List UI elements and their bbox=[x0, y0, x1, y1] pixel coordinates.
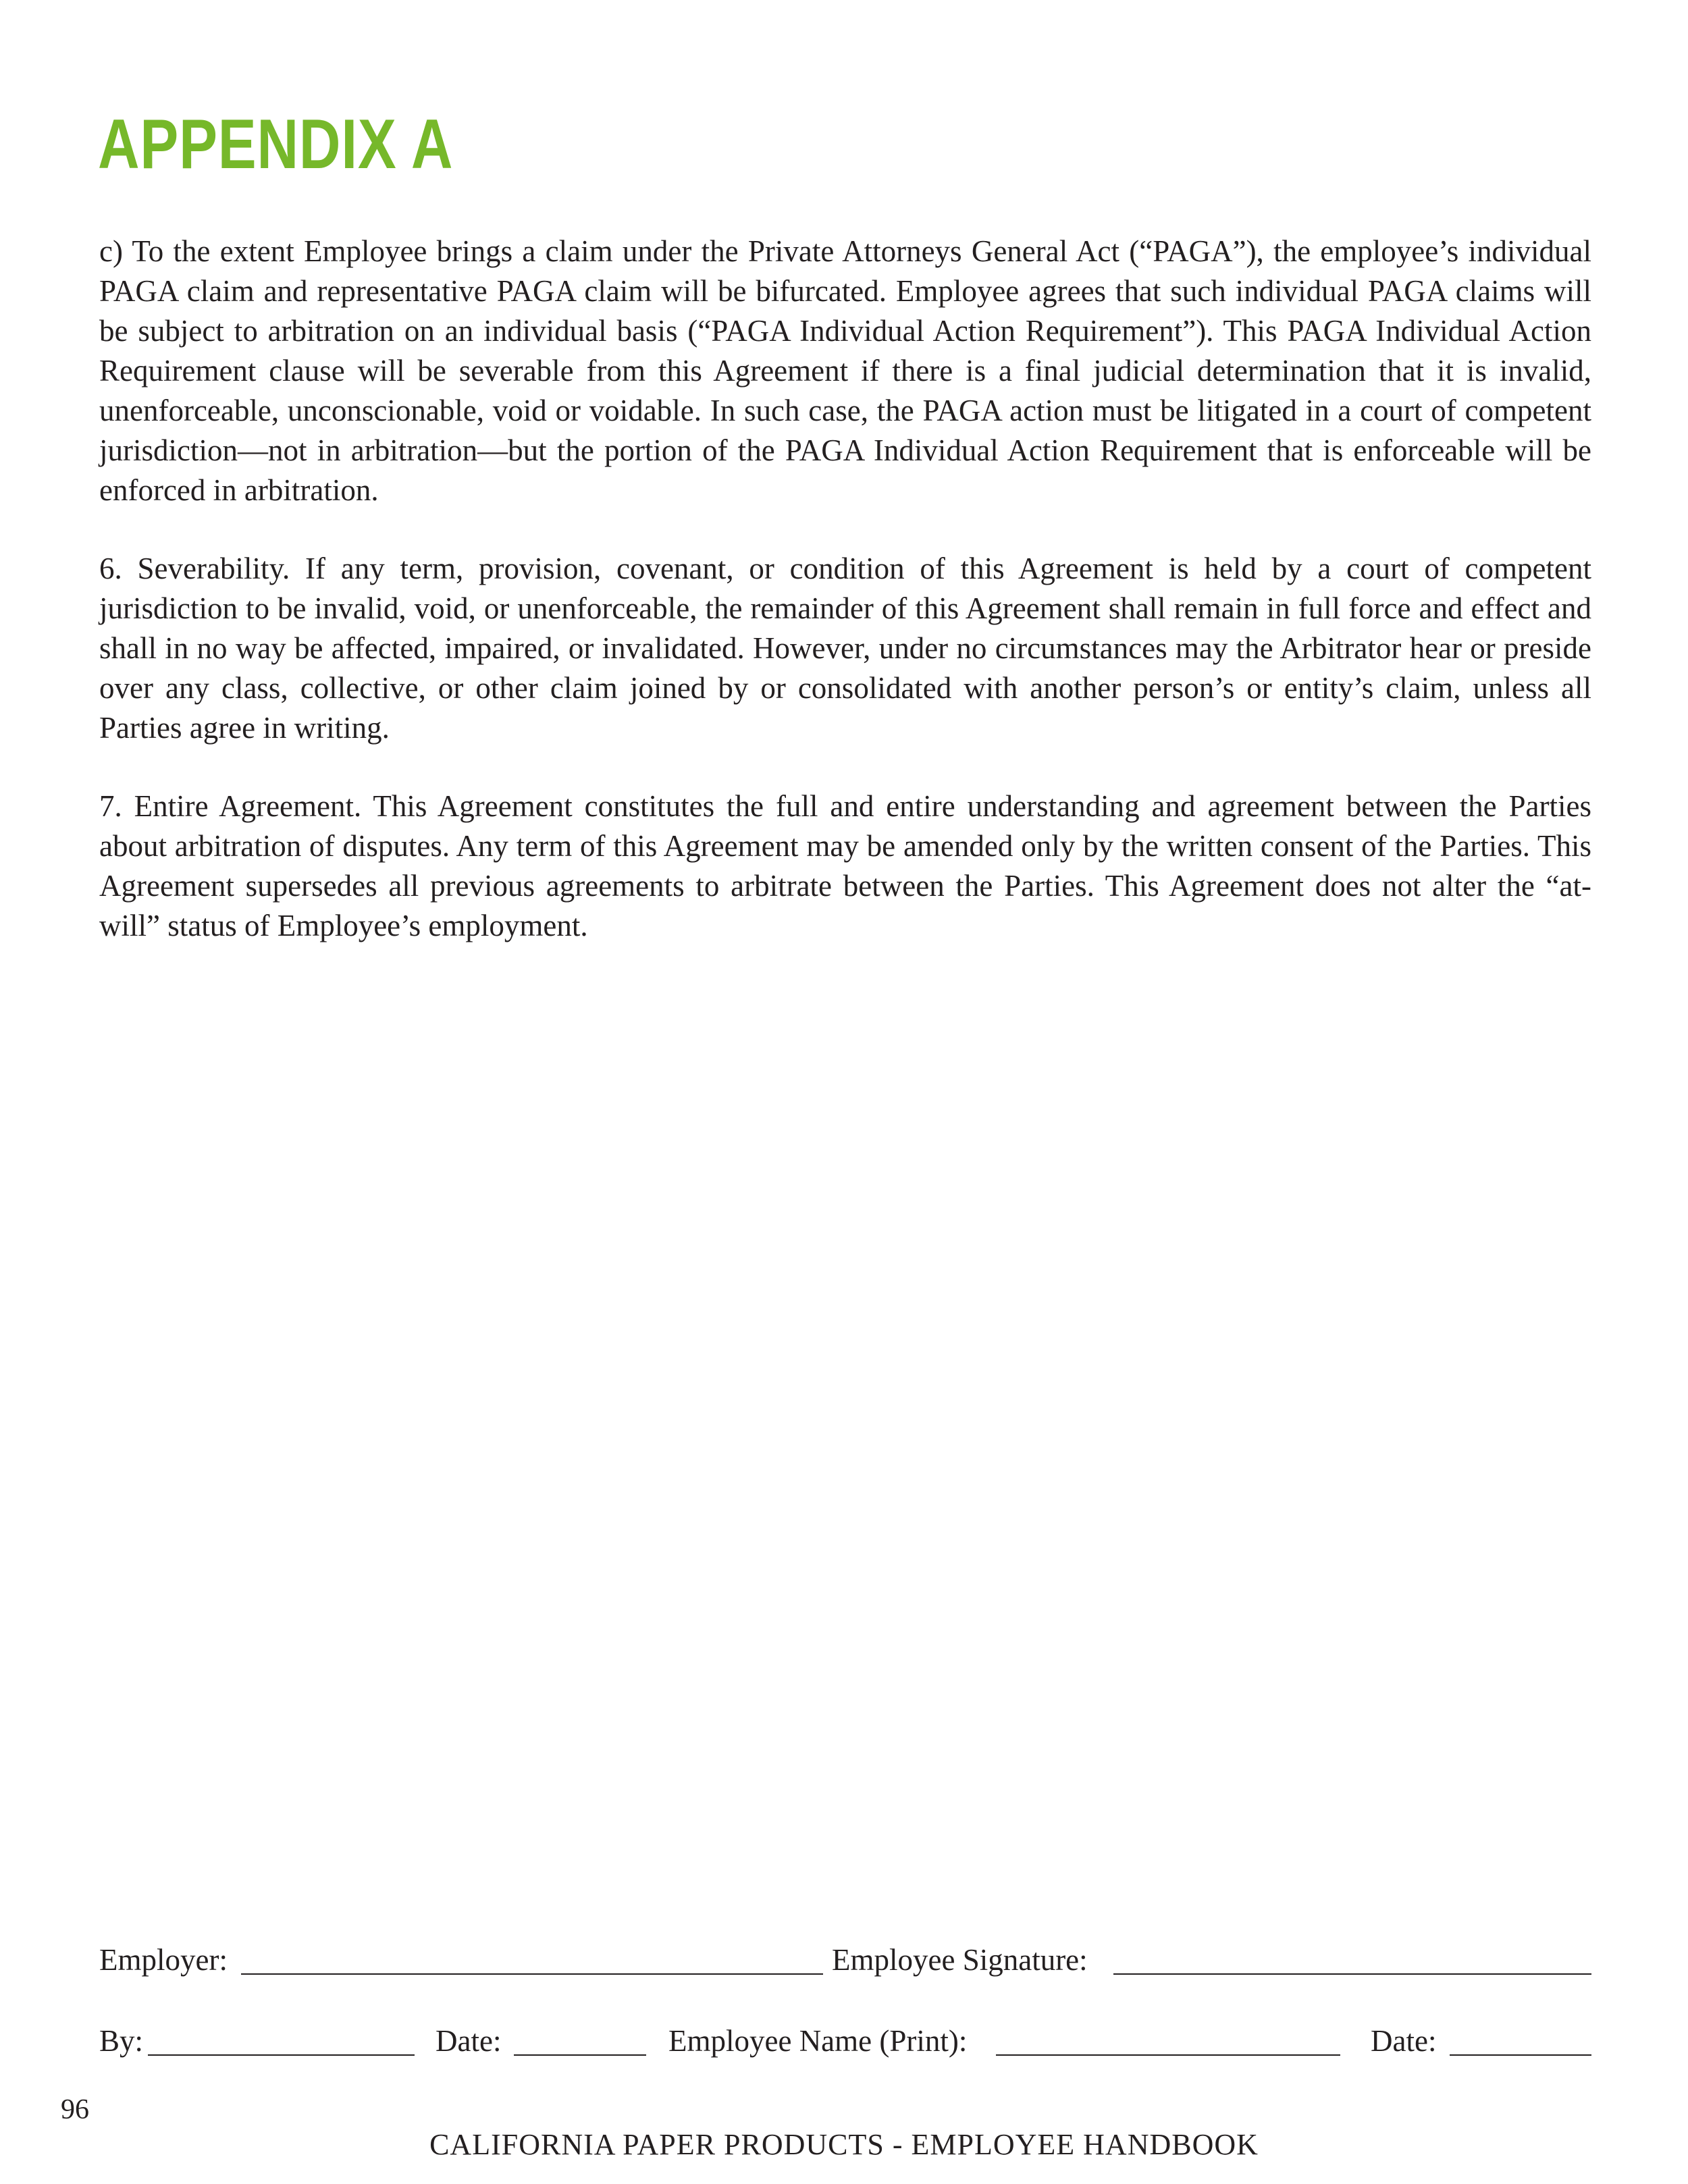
employer-label: Employer: bbox=[99, 1943, 228, 1977]
signature-row-2 bbox=[99, 2021, 1591, 2061]
employee-signature-label: Employee Signature: bbox=[832, 1943, 1088, 1977]
employee-name-label: Employee Name (Print): bbox=[668, 2024, 968, 2058]
employer-date-label: Date: bbox=[436, 2024, 502, 2058]
by-label: By: bbox=[99, 2024, 144, 2058]
agreement-body bbox=[99, 232, 1591, 984]
signature-row-1 bbox=[99, 1940, 1591, 1980]
page-title: APPENDIX A bbox=[98, 105, 454, 184]
by-signature-line[interactable] bbox=[148, 2054, 415, 2056]
page-footer: CALIFORNIA PAPER PRODUCTS - EMPLOYEE HANDBOOK bbox=[429, 2128, 1259, 2161]
employee-name-line[interactable] bbox=[996, 2054, 1340, 2056]
employee-date-line[interactable] bbox=[1450, 2054, 1591, 2056]
employee-date-label: Date: bbox=[1371, 2024, 1437, 2058]
entire-agreement-paragraph: 7. Entire Agreement. This Agreement constitutes the full and entire understanding and agreement between the Parties about arbitration of disputes. Any term of this Agreement may be amended only by the written consent of the Parties. This Agreement supersedes all previous agreements to arbitrate between the Parties. This Agreement does not alter the “at-will” status of Employee’s employment. bbox=[99, 789, 1591, 942]
employer-signature-line[interactable] bbox=[241, 1973, 823, 1975]
employee-signature-line[interactable] bbox=[1113, 1973, 1591, 1975]
employer-date-line[interactable] bbox=[514, 2054, 646, 2056]
paga-clause-paragraph: c) To the extent Employee brings a claim under the Private Attorneys General Act (“PAGA”), the employee’s individual PAGA claim and representative PAGA claim will be bifurcated. Employee agrees that such individual PAGA claims will be subject to arbitration on an individual basis (“PAGA Individual Action Requirement”). This PAGA Individual Action Requirement clause will be severable from this Agreement if there is a final judicial determination that it is invalid, unenforceable, unconscionable, void or voidable. In such case, the PAGA action must be litigated in a court of competent jurisdiction—not in arbitration—but the portion of the PAGA Individual Action Requirement that is enforceable will be enforced in arbitration. bbox=[99, 234, 1591, 507]
severability-paragraph: 6. Severability. If any term, provision, covenant, or condition of this Agreement is held by a court of competent jurisdiction to be invalid, void, or unenforceable, the remainder of this Agreement shall remain in full force and effect and shall in no way be affected, impaired, or invalidated. However, under no circumstances may the Arbitrator hear or preside over any class, collective, or other claim joined by or consolidated with another person’s or entity’s claim, unless all Parties agree in writing. bbox=[99, 552, 1591, 745]
page-number: 96 bbox=[61, 2094, 89, 2125]
